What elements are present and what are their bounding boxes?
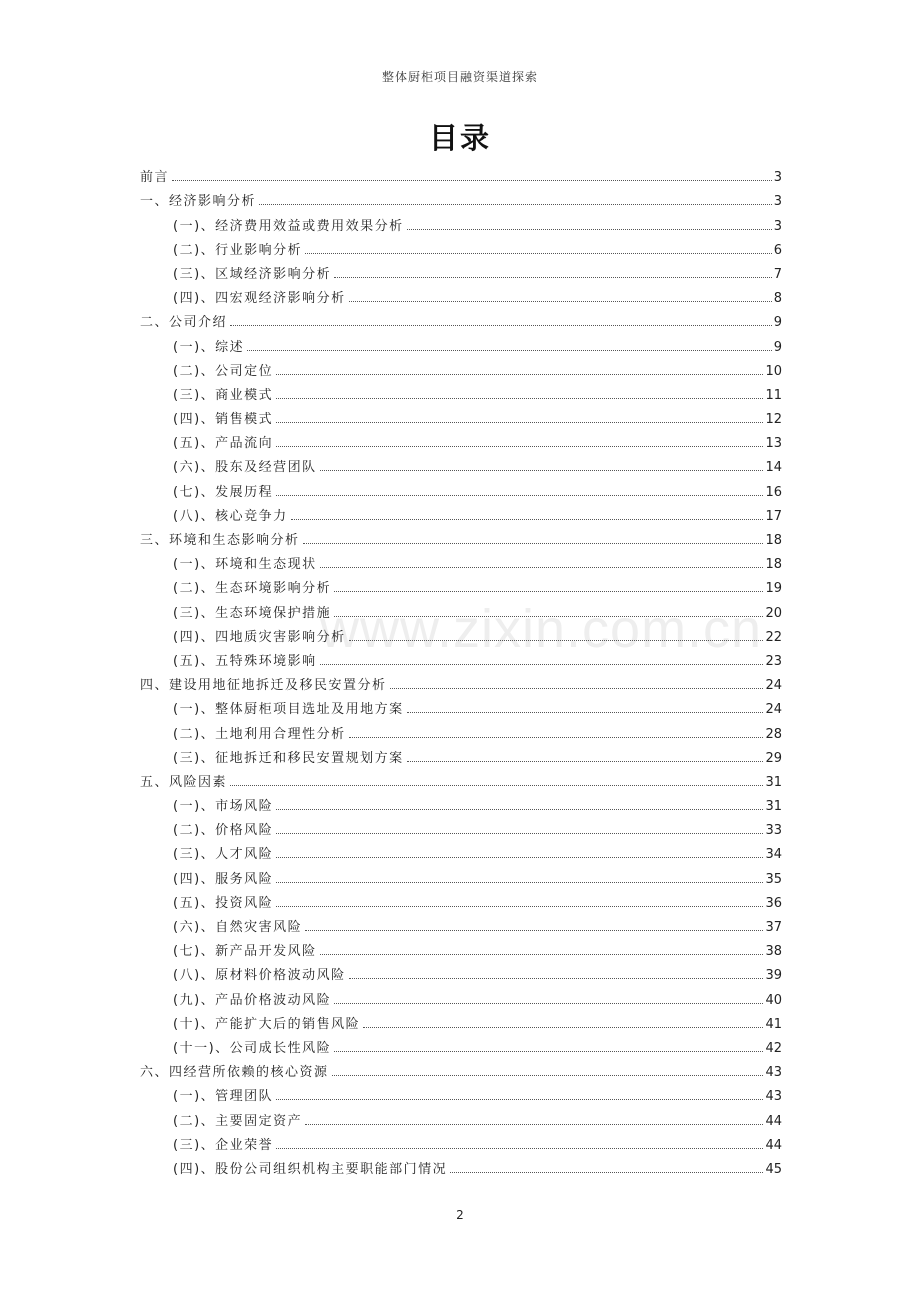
toc-entry-page: 7 [773, 266, 782, 282]
toc-entry-page: 8 [773, 291, 782, 307]
toc-entry-label: 三、环境和生态影响分析 [140, 533, 300, 548]
toc-entry-page: 9 [773, 315, 782, 331]
toc-entry[interactable] [140, 1080, 782, 1104]
toc-dot-leader [407, 229, 772, 230]
toc-entry-page: 45 [765, 1161, 782, 1177]
toc-entry-label: (三)、生态环境保护措施 [173, 605, 332, 621]
toc-entry[interactable] [140, 1129, 782, 1153]
toc-entry-page: 35 [765, 871, 782, 887]
toc-dot-leader [247, 350, 772, 351]
toc-entry-label: (八)、原材料价格波动风险 [173, 968, 346, 984]
toc-entry-label: (三)、人才风险 [173, 847, 274, 863]
toc-dot-leader [172, 180, 772, 181]
watermark: www.zixin.com.cn [320, 599, 763, 659]
toc-entry-page: 23 [765, 653, 782, 669]
toc-entry-page: 14 [765, 460, 782, 476]
toc-entry-page: 43 [765, 1089, 782, 1105]
toc-entry-label: (九)、产品价格波动风险 [173, 992, 332, 1008]
toc-entry-label: (四)、股份公司组织机构主要职能部门情况 [173, 1161, 448, 1177]
toc-dot-leader [363, 1027, 763, 1028]
toc-entry-page: 37 [765, 920, 782, 935]
toc-entry-page: 18 [765, 533, 782, 548]
toc-entry-page: 3 [773, 194, 782, 210]
toc-entry-label: (五)、五特殊环境影响 [173, 653, 317, 669]
toc-entry[interactable] [140, 500, 782, 524]
toc-entry-page: 12 [765, 412, 782, 428]
toc-entry[interactable] [140, 1153, 782, 1177]
toc-dot-leader [276, 398, 763, 399]
toc-entry-label: (十一)、公司成长性风险 [173, 1040, 332, 1056]
toc-entry[interactable] [140, 645, 782, 669]
toc-entry-page: 28 [765, 726, 782, 742]
toc-entry-page: 44 [765, 1113, 782, 1129]
toc-dot-leader [230, 785, 763, 786]
toc-entry-label: (六)、自然灾害风险 [173, 920, 303, 935]
toc-dot-leader [407, 761, 764, 762]
toc-entry[interactable] [140, 475, 782, 499]
toc-entry-page: 9 [773, 339, 782, 355]
toc-entry-label: (五)、投资风险 [173, 895, 274, 911]
toc-entry-label: (六)、股东及经营团队 [173, 460, 317, 476]
toc-dot-leader [334, 591, 763, 592]
toc-dot-leader [305, 253, 772, 254]
toc-entry[interactable] [140, 862, 782, 886]
toc-dot-leader [276, 495, 763, 496]
toc-entry[interactable] [140, 1056, 782, 1080]
toc-entry[interactable] [140, 1032, 782, 1056]
toc-entry-label: (二)、行业影响分析 [173, 242, 303, 258]
toc-entry-page: 13 [765, 436, 782, 452]
toc-dot-leader [276, 833, 763, 834]
toc-entry-label: (二)、公司定位 [173, 363, 274, 379]
toc-dot-leader [450, 1172, 763, 1173]
toc-entry-page: 43 [765, 1065, 782, 1081]
toc-entry-page: 19 [765, 581, 782, 597]
toc-entry[interactable] [140, 572, 782, 596]
toc-dot-leader [349, 301, 772, 302]
toc-entry[interactable] [140, 403, 782, 427]
toc-entry[interactable] [140, 427, 782, 451]
toc-dot-leader [276, 422, 763, 423]
toc-entry-page: 34 [765, 847, 782, 863]
toc-entry-label: 五、风险因素 [140, 774, 228, 790]
toc-entry-label: (二)、主要固定资产 [173, 1113, 303, 1129]
toc-entry[interactable] [140, 838, 782, 862]
toc-entry-label: (二)、土地利用合理性分析 [173, 726, 346, 742]
toc-entry-page: 40 [765, 992, 782, 1008]
toc-entry[interactable] [140, 282, 782, 306]
toc-entry[interactable] [140, 596, 782, 620]
toc-entry-page: 22 [765, 629, 782, 645]
running-header: 整体厨柜项目融资渠道探索 [381, 70, 538, 84]
toc-entry[interactable] [140, 911, 782, 935]
toc-entry[interactable] [140, 790, 782, 814]
toc-entry-page: 44 [765, 1137, 782, 1153]
toc-entry-page: 31 [765, 799, 782, 815]
toc-title: 目录 [428, 121, 491, 155]
toc-entry-label: (三)、企业荣誉 [173, 1137, 274, 1153]
toc-entry[interactable] [140, 669, 782, 693]
toc-entry[interactable] [140, 209, 782, 233]
toc-entry-page: 10 [765, 363, 782, 379]
toc-entry-page: 36 [765, 895, 782, 911]
toc-entry-label: (四)、四地质灾害影响分析 [173, 629, 346, 645]
toc-dot-leader [320, 567, 764, 568]
toc-dot-leader [332, 1075, 764, 1076]
toc-dot-leader [305, 930, 763, 931]
toc-entry[interactable] [140, 451, 782, 475]
toc-entry-label: (三)、征地拆迁和移民安置规划方案 [173, 750, 404, 766]
toc-entry-label: (一)、综述 [173, 339, 245, 355]
toc-dot-leader [334, 616, 763, 617]
toc-entry-label: (一)、市场风险 [173, 799, 274, 815]
toc-entry-page: 6 [773, 242, 782, 258]
toc-entry[interactable] [140, 717, 782, 741]
toc-entry-page: 38 [765, 944, 782, 960]
toc-entry-label: 二、公司介绍 [140, 315, 228, 331]
toc-entry-label: (七)、发展历程 [173, 484, 274, 500]
toc-dot-leader [276, 1099, 763, 1100]
toc-entry-label: 四、建设用地征地拆迁及移民安置分析 [140, 678, 387, 694]
toc-entry[interactable] [140, 234, 782, 258]
toc-entry-label: (一)、整体厨柜项目选址及用地方案 [173, 702, 404, 718]
toc-entry-page: 3 [773, 218, 782, 234]
toc-entry-label: (一)、管理团队 [173, 1089, 274, 1105]
toc-entry[interactable] [140, 379, 782, 403]
toc-dot-leader [276, 857, 763, 858]
toc-entry-page: 33 [765, 823, 782, 839]
toc-entry-label: (二)、生态环境影响分析 [173, 581, 332, 597]
toc-entry[interactable] [140, 621, 782, 645]
toc-entry[interactable] [140, 766, 782, 790]
toc-entry-page: 3 [773, 170, 782, 186]
toc-entry-page: 41 [765, 1016, 782, 1032]
toc-entry[interactable] [140, 330, 782, 354]
toc-entry[interactable] [140, 742, 782, 766]
toc-entry[interactable] [140, 1008, 782, 1032]
toc-entry-page: 17 [765, 508, 782, 524]
toc-dot-leader [276, 374, 763, 375]
toc-dot-leader [305, 1124, 763, 1125]
toc-entry[interactable] [140, 935, 782, 959]
toc-entry[interactable] [140, 693, 782, 717]
toc-entry-label: 前言 [140, 170, 170, 186]
toc-entry[interactable] [140, 548, 782, 572]
toc-entry-label: (五)、产品流向 [173, 436, 274, 452]
toc-entry[interactable] [140, 306, 782, 330]
toc-dot-leader [349, 640, 764, 641]
toc-entry[interactable] [140, 814, 782, 838]
toc-entry[interactable] [140, 185, 782, 209]
toc-entry-page: 20 [765, 605, 782, 621]
toc-entry-page: 16 [765, 484, 782, 500]
toc-entry-label: (四)、四宏观经济影响分析 [173, 291, 346, 307]
toc-entry[interactable] [140, 258, 782, 282]
toc-dot-leader [349, 978, 764, 979]
toc-entry-label: (十)、产能扩大后的销售风险 [173, 1016, 361, 1032]
toc-entry[interactable] [140, 355, 782, 379]
toc-entry[interactable] [140, 161, 782, 185]
toc-entry-label: (八)、核心竞争力 [173, 508, 288, 524]
toc-dot-leader [390, 688, 764, 689]
toc-dot-leader [276, 882, 763, 883]
toc-entry-label: (一)、经济费用效益或费用效果分析 [173, 218, 404, 234]
toc-entry-page: 31 [765, 774, 782, 790]
toc-entry-page: 42 [765, 1040, 782, 1056]
toc-dot-leader [276, 809, 763, 810]
toc-entry[interactable] [140, 983, 782, 1007]
toc-entry-label: (四)、服务风险 [173, 871, 274, 887]
toc-entry-label: (四)、销售模式 [173, 412, 274, 428]
toc-entry-label: (七)、新产品开发风险 [173, 944, 317, 960]
toc-dot-leader [303, 543, 764, 544]
toc-dot-leader [320, 470, 764, 471]
toc-entry[interactable] [140, 1104, 782, 1128]
toc-entry-label: (三)、商业模式 [173, 387, 274, 403]
toc-dot-leader [259, 204, 772, 205]
toc-dot-leader [349, 737, 764, 738]
toc-entry-label: (三)、区域经济影响分析 [173, 266, 332, 282]
toc-entry-page: 24 [765, 702, 782, 718]
toc-entry-page: 11 [765, 387, 782, 403]
toc-entry-label: (一)、环境和生态现状 [173, 557, 317, 573]
toc-entry-label: 六、四经营所依赖的核心资源 [140, 1065, 329, 1081]
toc-entry-label: 一、经济影响分析 [140, 194, 257, 210]
toc-dot-leader [334, 277, 772, 278]
toc-entry-page: 24 [765, 678, 782, 694]
toc-dot-leader [334, 1003, 763, 1004]
toc-dot-leader [276, 1148, 763, 1149]
toc-dot-leader [276, 906, 763, 907]
toc-dot-leader [334, 1051, 763, 1052]
toc-dot-leader [320, 664, 764, 665]
toc-entry-page: 39 [765, 968, 782, 984]
toc-dot-leader [276, 446, 763, 447]
toc-dot-leader [320, 954, 764, 955]
table-of-contents [140, 161, 782, 1177]
page-number: 2 [456, 1208, 464, 1222]
toc-dot-leader [407, 712, 764, 713]
toc-entry[interactable] [140, 887, 782, 911]
toc-dot-leader [291, 519, 764, 520]
toc-dot-leader [230, 325, 772, 326]
toc-entry[interactable] [140, 524, 782, 548]
toc-entry-page: 18 [765, 557, 782, 573]
toc-entry-label: (二)、价格风险 [173, 823, 274, 839]
toc-entry-page: 29 [765, 750, 782, 766]
toc-entry[interactable] [140, 959, 782, 983]
